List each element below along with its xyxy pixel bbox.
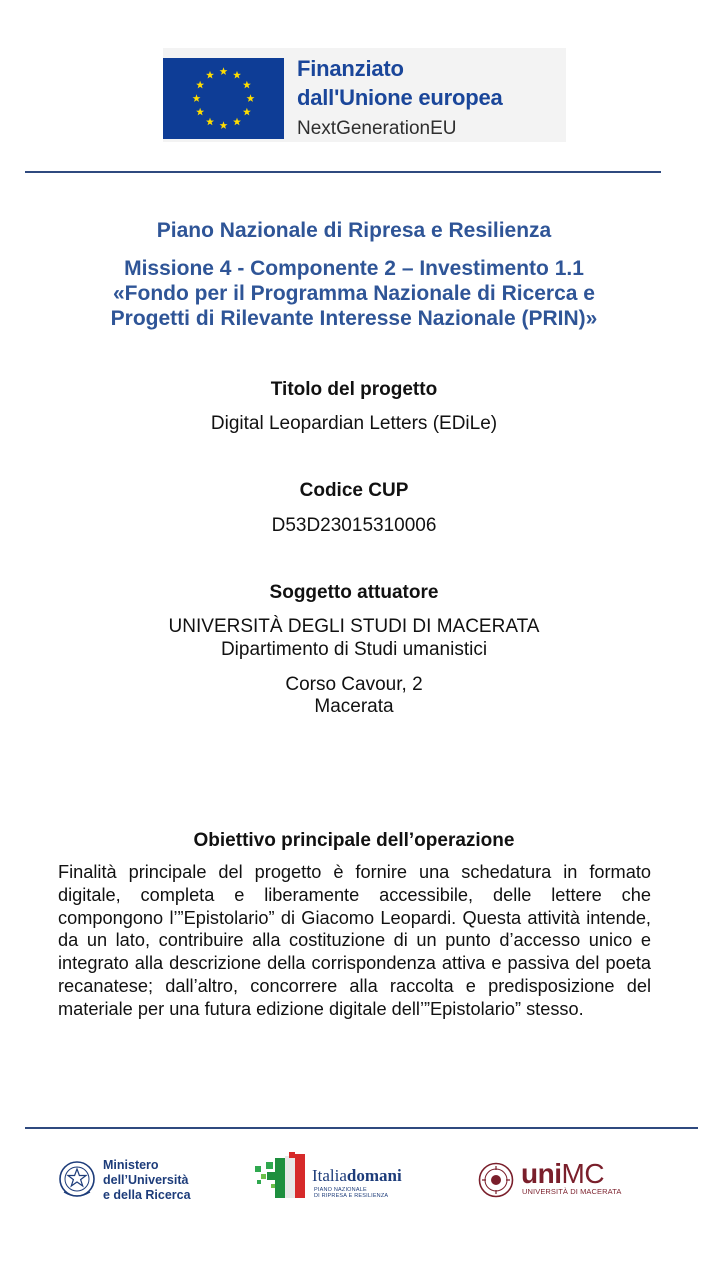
cup-label: Codice CUP [299,480,409,501]
italiadomani-subtitle [314,1187,388,1199]
actor-name: UNIVERSITÀ DEGLI STUDI DI MACERATA [168,616,540,637]
pnrr-heading: Piano Nazionale di Ripresa e Resilienza [156,219,552,242]
top-divider [25,171,661,173]
unimc-word-b: MC [561,1158,605,1189]
italia-word-b: domani [346,1166,402,1185]
mission-heading [0,256,708,331]
address-city: Macerata [314,696,394,717]
objective-label: Obiettivo principale dell’operazione [193,830,515,851]
unimc-wordmark [521,1158,604,1190]
eu-banner-line2: dall'Unione europea [297,85,503,110]
eu-flag-icon [163,58,284,139]
italia-sub-2: DI RIPRESA E RESILIENZA [314,1193,389,1199]
mission-line-3: Progetti di Rilevante Interesse Nazionale (PRIN)» [110,307,598,330]
project-title-label: Titolo del progetto [270,379,438,400]
actor-department: Dipartimento di Studi umanistici [220,639,488,660]
address-street: Corso Cavour, 2 [285,674,423,695]
mission-line-1: Missione 4 - Componente 2 – Investimento 1.1 [124,257,584,280]
cup-value: D53D23015310006 [271,515,437,536]
italiadomani-wordmark [312,1166,402,1186]
mur-logo-text [103,1158,191,1203]
eu-funding-banner [163,48,566,142]
objective-text: Finalità principale del progetto è fornire una schedatura in formato digitale, completa e liberamente accessibile, delle lettere che compongono l’”Epistolario” di Giacomo Leopardi. Questa attività intende, da un lato, contribuire alla costituzione di un punto d’accesso unico e integrato alla descrizione della corrispondenza attiva e passiva del poeta recanatese; dall’altro, concorrere alla raccolta e predisposizione del materiale per una futura edizione digitale dell’”Epistolario” stesso. [58,862,651,1019]
eu-banner-line3: NextGenerationEU [297,118,457,139]
italian-republic-emblem-icon [57,1158,97,1202]
bottom-divider [25,1127,698,1129]
project-title-value: Digital Leopardian Letters (EDiLe) [210,413,498,434]
mur-line-3: e della Ricerca [103,1188,191,1202]
italiadomani-mark-icon [253,1152,309,1202]
mur-line-2: dell’Università [103,1173,189,1187]
unimc-seal-icon [478,1162,514,1198]
unimc-word-a: uni [521,1158,562,1189]
eu-banner-line1: Finanziato [297,56,404,81]
italia-sub-1: PIANO NAZIONALE [314,1187,367,1193]
mur-line-1: Ministero [103,1158,159,1172]
italia-word-a: Italia [312,1166,347,1185]
unimc-subtitle: UNIVERSITÀ DI MACERATA [522,1187,622,1196]
mission-line-2: «Fondo per il Programma Nazionale di Ricerca e [113,282,595,305]
actor-label: Soggetto attuatore [269,582,439,603]
